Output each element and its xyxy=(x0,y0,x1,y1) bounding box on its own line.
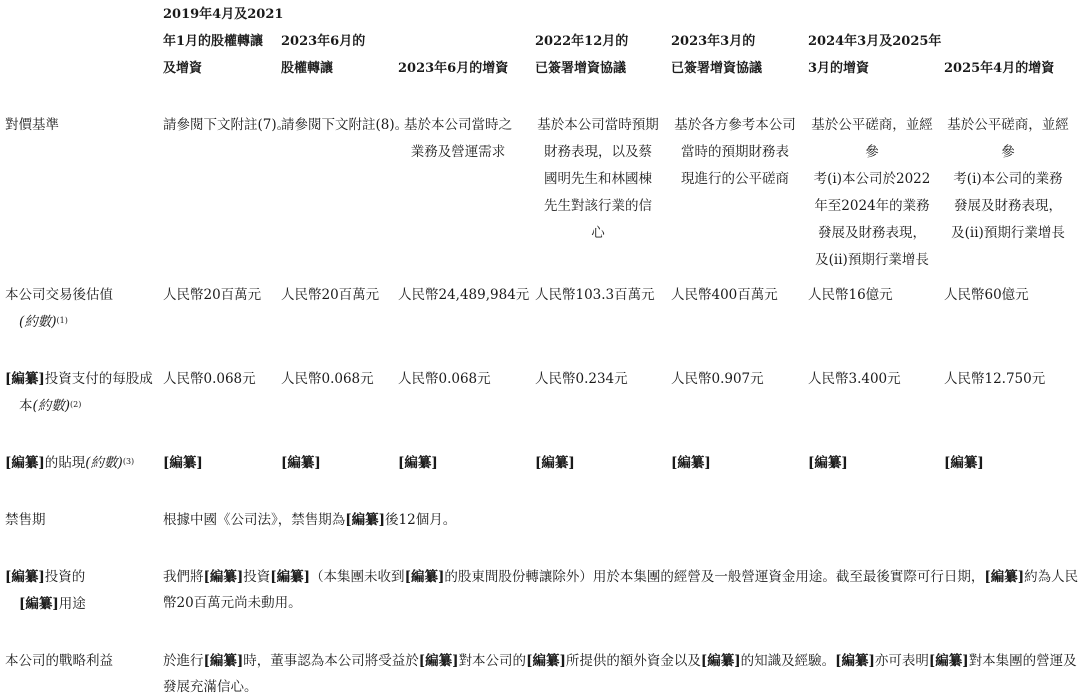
valuation-cell: 人民幣16億元 xyxy=(808,287,893,303)
pricing-cell: 基於本公司當時之 業務及營運需求 xyxy=(404,117,512,160)
row-label-valuation: 本公司交易後估值 (約數)$^{(1)}$ xyxy=(5,287,113,330)
column-header: 2023年6月的增資 xyxy=(398,61,509,76)
column-header: 2023年3月的 已簽署增資協議 xyxy=(671,34,763,76)
cost-cell: 人民幣0.068元 xyxy=(163,371,256,387)
discount-cell: [編纂] xyxy=(808,455,848,471)
use-of-proceeds-text: 我們將[編纂]投資[編纂]（本集團未收到[編纂]的股東間股份轉讓除外）用於本集團的經營及一般營運資金用途。截至最後實際可行日期，[編纂]約為人民幣20百萬元尚未動用。 xyxy=(163,569,1079,611)
pricing-cell: 基於公平磋商，並經參 考(i)本公司於2022 年至2024年的業務 發展及財務表現， 及(ii)預期行業增長 xyxy=(811,117,933,268)
column-header: 2019年4月及2021 年1月的股權轉讓 及增資 xyxy=(163,7,284,76)
cost-cell: 人民幣0.068元 xyxy=(398,371,491,387)
row-label-cost-per-share: [編纂]投資支付的每股成 本(約數)$^{(2)}$ xyxy=(5,371,153,414)
cost-cell: 人民幣3.400元 xyxy=(808,371,901,387)
pricing-cell: 基於各方參考本公司 當時的預期財務表 現進行的公平磋商 xyxy=(674,117,796,187)
pricing-cell: 請參閱下文附註(7)。 xyxy=(163,117,291,133)
pricing-cell: 請參閱下文附註(8)。 xyxy=(281,117,409,133)
discount-cell: [編纂] xyxy=(944,455,984,471)
strategic-benefits-text: 於進行[編纂]時，董事認為本公司將受益於[編纂]對本公司的[編纂]所提供的額外資金以及[編纂]的知識及經驗。[編纂]亦可表明[編纂]對本集團的營運及發展充滿信心。 xyxy=(163,653,1077,695)
discount-cell: [編纂] xyxy=(281,455,321,471)
row-label-strategic-benefits: 本公司的戰略利益 xyxy=(5,653,113,669)
row-label-use-of-proceeds: [編纂]投資的 [編纂]用途 xyxy=(5,569,86,612)
row-label-pricing-basis: 對價基準 xyxy=(5,117,59,133)
cost-cell: 人民幣12.750元 xyxy=(944,371,1046,387)
pricing-cell: 基於公平磋商，並經參 考(i)本公司的業務 發展及財務表現， 及(ii)預期行業增長 xyxy=(947,117,1069,241)
discount-cell: [編纂] xyxy=(671,455,711,471)
row-label-lockup: 禁售期 xyxy=(5,512,46,528)
pricing-cell: 基於本公司當時預期 財務表現，以及蔡 國明先生和林國棟 先生對該行業的信 心 xyxy=(537,117,659,241)
cost-cell: 人民幣0.068元 xyxy=(281,371,374,387)
column-header: 2022年12月的 已簽署增資協議 xyxy=(535,34,629,76)
column-header: 2024年3月及2025年 3月的增資 xyxy=(808,34,942,76)
valuation-cell: 人民幣103.3百萬元 xyxy=(535,287,655,303)
valuation-cell: 人民幣400百萬元 xyxy=(671,287,778,303)
column-header: 2025年4月的增資 xyxy=(944,61,1055,76)
column-header: 2023年6月的 股權轉讓 xyxy=(281,34,366,76)
valuation-cell: 人民幣24,489,984元 xyxy=(398,287,530,303)
valuation-cell: 人民幣20百萬元 xyxy=(163,287,262,303)
cost-cell: 人民幣0.907元 xyxy=(671,371,764,387)
valuation-cell: 人民幣60億元 xyxy=(944,287,1029,303)
discount-cell: [編纂] xyxy=(535,455,575,471)
valuation-cell: 人民幣20百萬元 xyxy=(281,287,380,303)
discount-cell: [編纂] xyxy=(398,455,438,471)
cost-cell: 人民幣0.234元 xyxy=(535,371,628,387)
lockup-text: 根據中國《公司法》，禁售期為[編纂]後12個月。 xyxy=(163,512,457,528)
discount-cell: [編纂] xyxy=(163,455,203,471)
row-label-discount: [編纂]的貼現(約數)$^{(3)}$ xyxy=(5,455,135,471)
